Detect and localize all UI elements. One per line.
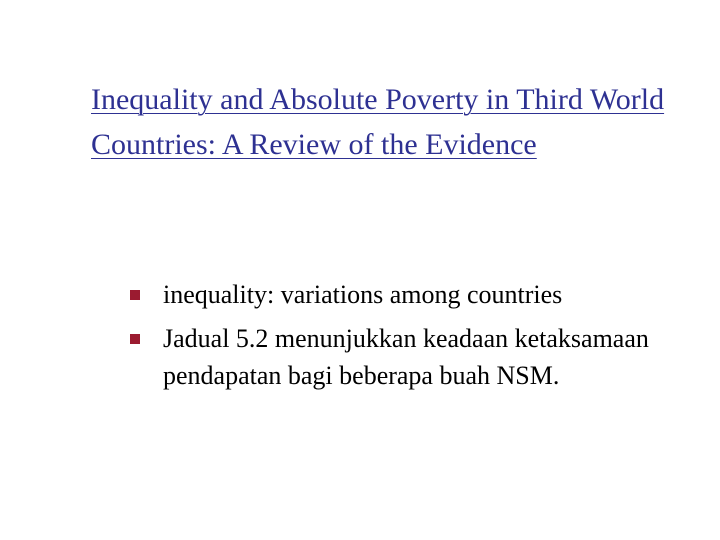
slide-title-link[interactable]: Inequality and Absolute Poverty in Third World Countries: A Review of the Evidence: [91, 83, 665, 161]
bullet-text: inequality: variations among countries: [163, 280, 563, 309]
bullet-list: [130, 276, 690, 401]
bullet-item: [130, 276, 690, 313]
slide-title: [91, 77, 701, 167]
square-bullet-icon: [130, 334, 140, 344]
bullet-text: Jadual 5.2 menunjukkan keadaan ketaksamaan pendapatan bagi beberapa buah NSM.: [163, 324, 649, 390]
square-bullet-icon: [130, 290, 140, 300]
bullet-item: [130, 320, 690, 394]
